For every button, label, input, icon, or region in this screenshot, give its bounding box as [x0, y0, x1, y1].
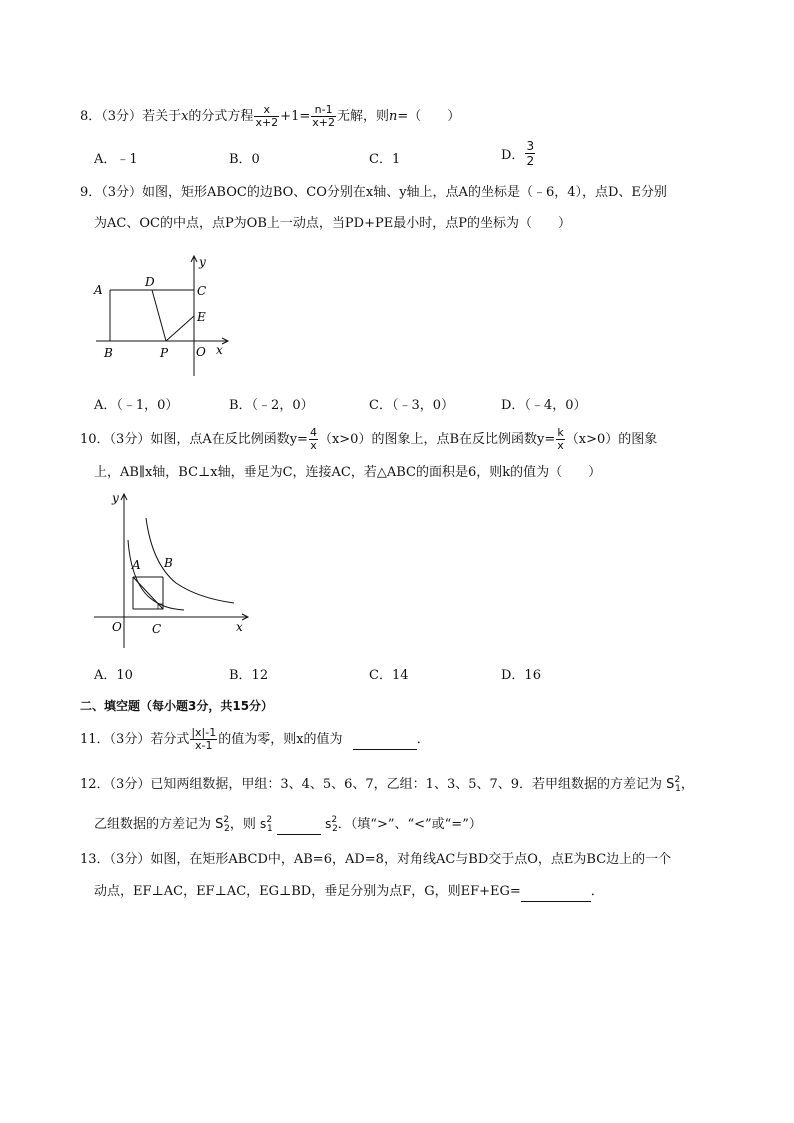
- q8-option-d-fraction: $\frac{3}{2}$: [526, 139, 535, 168]
- q13-stem-line-2: 动点，EF⊥AC，EF⊥AC，EG⊥BD，垂足分别为点F，G，则EF+EG= ．: [94, 883, 604, 902]
- q10-label-o: O: [112, 620, 122, 634]
- q9-label-e: E: [197, 310, 206, 324]
- q9-option-c[interactable]: C．（﹣3，0）: [369, 398, 454, 413]
- q9-label-y: y: [199, 255, 206, 269]
- q10-option-c[interactable]: C．14: [369, 668, 409, 683]
- q10-label-c: C: [152, 622, 162, 636]
- q10-option-d[interactable]: D．16: [501, 668, 541, 683]
- q8-option-c[interactable]: C．1: [369, 152, 401, 167]
- q12-variance-s1-compare: $s^2_1$: [260, 815, 273, 834]
- q8-stem: 8．（3分）若关于x的分式方程 $\frac{x}{x+2}$ +1= $\frac{n-1}{x+2}$ 无解，则n=（ ）: [80, 103, 461, 129]
- q10-label-a: A: [132, 558, 141, 572]
- q8-fraction-1: $\frac{x}{x+2}$: [255, 103, 279, 129]
- q10-fraction-2: $\frac{k}{x}$: [557, 426, 564, 452]
- section-2-title: 二、填空题（每小题3分，共15分）: [80, 699, 274, 713]
- q9-option-a[interactable]: A．（﹣1，0）: [94, 398, 179, 413]
- q12-variance-s2: $S^2_2$: [215, 815, 230, 834]
- q9-figure: [88, 252, 248, 382]
- q10-option-a[interactable]: A．10: [94, 668, 133, 683]
- q12-stem-line-1: 12．（3分）已知两组数据，甲组：3、4、5、6、7，乙组：1、3、5、7、9．若甲组数据的方差记为 $S^2_1$，: [80, 775, 694, 794]
- q12-stem-line-2: 乙组数据的方差记为 $S^2_2$，则 $s^2_1$ $s^2_2$．（填“>”、“<”或“=”）: [94, 815, 482, 834]
- q10-label-y: y: [112, 491, 119, 505]
- q12-variance-s1: $S^2_1$: [666, 775, 681, 794]
- q9-stem-line-1: 9．（3分）如图，矩形ABOC的边BO、CO分别在x轴、y轴上，点A的坐标是（﹣6，4），点D、E分别: [80, 185, 667, 200]
- q9-segment-dp: [152, 290, 166, 341]
- q13-answer-blank[interactable]: [521, 883, 591, 902]
- q10-fraction-1: $\frac{4}{x}$: [309, 426, 317, 452]
- q12-answer-blank[interactable]: [277, 816, 321, 835]
- q8-option-d[interactable]: D． $\frac{3}{2}$: [501, 139, 535, 168]
- q9-option-d[interactable]: D．（﹣4，0）: [501, 398, 587, 413]
- q9-label-c: C: [197, 284, 207, 298]
- q9-label-p: P: [160, 346, 169, 360]
- q10-stem-line-2: 上，AB∥x轴，BC⊥x轴，垂足为C，连接AC，若△ABC的面积是6，则k的值为（ ）: [94, 465, 602, 480]
- q10-label-b: B: [164, 556, 173, 570]
- q11-stem: 11．（3分）若分式 $\frac{|x|-1}{x-1}$ 的值为零，则x的值为 ．: [80, 726, 430, 752]
- q10-figure: [88, 488, 258, 653]
- q10-stem-line-1: 10．（3分）如图，点A在反比例函数y= $\frac{4}{x}$ （x>0）的图象上，点B在反比例函数y= $\frac{k}{x}$ （x>0）的图象: [80, 426, 658, 452]
- q8-fraction-2: $\frac{n-1}{x+2}$: [312, 103, 335, 129]
- q9-label-a: A: [94, 283, 103, 297]
- q10-label-x: x: [236, 620, 243, 634]
- q9-segment-pe: [166, 316, 194, 341]
- q11-answer-blank[interactable]: [353, 731, 417, 750]
- q9-label-x: x: [216, 343, 223, 357]
- q8-option-b[interactable]: B．0: [229, 152, 260, 167]
- q13-stem-line-1: 13．（3分）如图，在矩形ABCD中，AB=6，AD=8，对角线AC与BD交于点O，点E为BC边上的一个: [80, 852, 672, 867]
- q10-curve-y-k-over-x: [146, 518, 234, 603]
- q9-label-d: D: [145, 275, 155, 289]
- q11-fraction: $\frac{|x|-1}{x-1}$: [191, 726, 217, 752]
- q9-label-o: O: [196, 345, 206, 359]
- q8-option-a[interactable]: A．﹣1: [94, 152, 138, 167]
- q12-variance-s2-compare: $s^2_2$: [325, 815, 338, 834]
- q10-curve-y-4-over-x: [128, 540, 184, 610]
- q9-label-b: B: [104, 346, 113, 360]
- q9-option-b[interactable]: B．（﹣2，0）: [229, 398, 314, 413]
- q10-option-b[interactable]: B．12: [229, 668, 269, 683]
- q9-stem-line-2: 为AC、OC的中点，点P为OB上一动点，当PD+PE最小时，点P的坐标为（ ）: [94, 216, 571, 231]
